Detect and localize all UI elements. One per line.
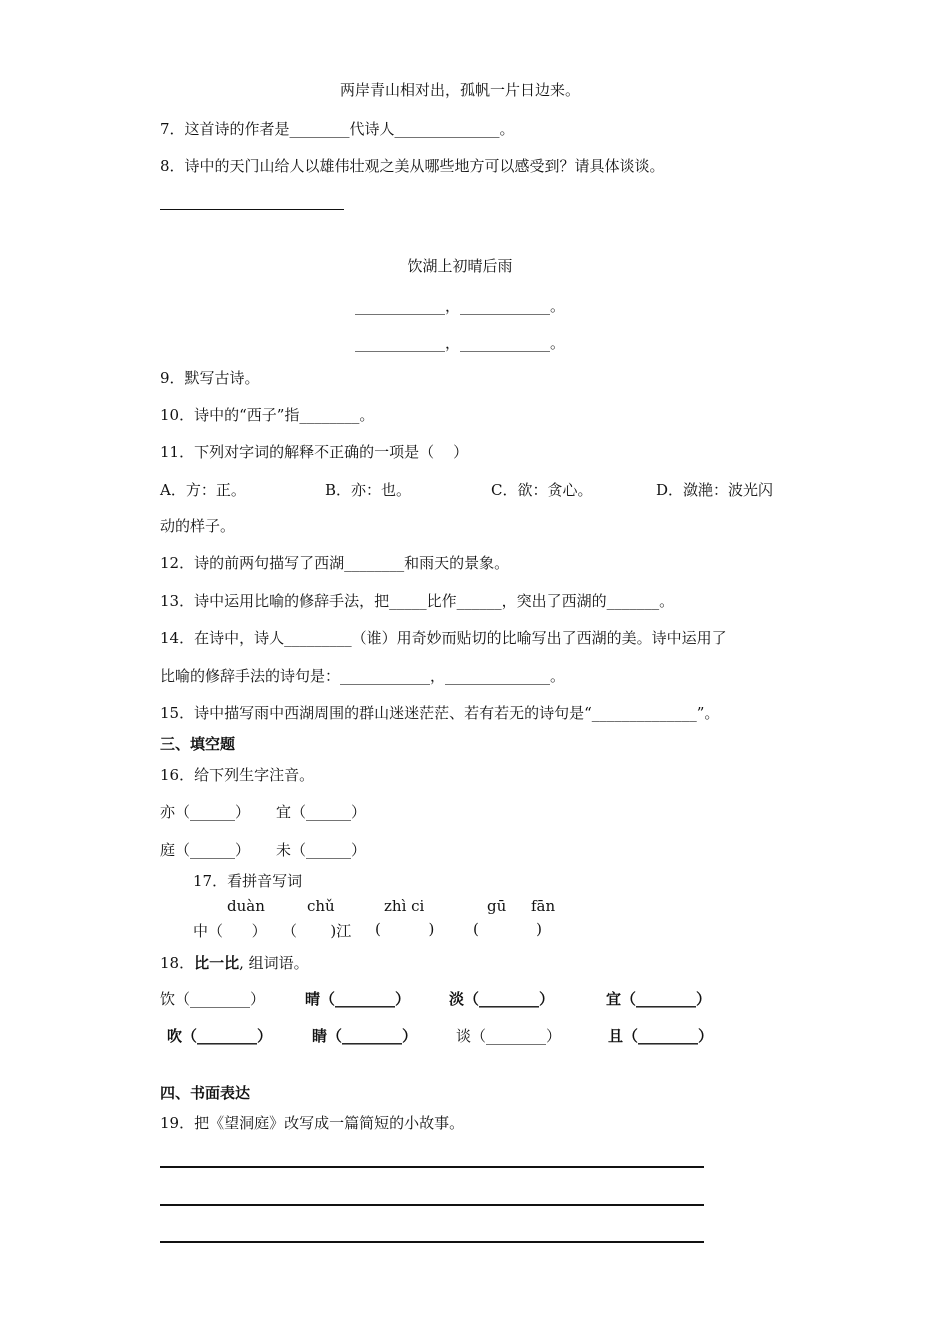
pinyin-1: duàn: [227, 897, 265, 915]
answer-line[interactable]: [160, 209, 344, 210]
question-19: 19．把《望洞庭》改写成一篇简短的小故事。: [160, 1114, 465, 1132]
poem-line: 两岸青山相对出，孤帆一片日边来。: [339, 81, 580, 99]
q18-word-3[interactable]: 淡（________）: [449, 990, 555, 1008]
question-10: 10．诗中的“西子”指________。: [160, 406, 375, 424]
question-15: 15．诗中描写雨中西湖周围的群山迷迷茫茫、若有若无的诗句是“______________”。: [160, 704, 720, 722]
poem-title: 饮湖上初晴后雨: [407, 257, 513, 275]
question-11: 11．下列对字词的解释不正确的一项是（ ）: [160, 443, 469, 461]
q18-number: 18．: [160, 954, 195, 972]
section-heading-3: 三、填空题: [160, 735, 236, 753]
q17-blank-4[interactable]: ( ): [473, 920, 542, 938]
writing-line-1[interactable]: [160, 1166, 704, 1168]
question-14-line-1: 14．在诗中，诗人_________（谁）用奇妙而贴切的比喻写出了西湖的美。诗中运用了: [160, 629, 727, 647]
q16-item-a[interactable]: 亦（______）: [160, 803, 251, 821]
q18-word-1[interactable]: 饮（________）: [160, 990, 266, 1008]
question-12: 12．诗的前两句描写了西湖________和雨天的景象。: [160, 554, 510, 572]
pinyin-2: chǔ: [307, 897, 335, 915]
q16-item-d[interactable]: 未（______）: [276, 841, 367, 859]
question-8: 8．诗中的天门山给人以雄伟壮观之美从哪些地方可以感受到？请具体谈谈。: [160, 157, 665, 175]
q17-blank-1[interactable]: 中（ ）: [193, 922, 267, 940]
q18-rest: , 组词语。: [239, 954, 309, 972]
pinyin-3: zhì ci: [384, 897, 425, 915]
pinyin-4: gū: [487, 897, 507, 915]
option-d[interactable]: D．潋滟：波光闪: [656, 481, 774, 499]
option-a[interactable]: A．方：正。: [160, 481, 246, 499]
q18-word-7[interactable]: 谈（________）: [456, 1027, 562, 1045]
question-14-line-2: 比喻的修辞手法的诗句是：____________，______________。: [160, 667, 566, 685]
option-c[interactable]: C．欲：贪心。: [491, 481, 593, 499]
q18-word-5[interactable]: 吹（________）: [167, 1027, 273, 1045]
option-d-continued: 动的样子。: [160, 517, 236, 535]
poem-blank-line-2[interactable]: ____________，____________。: [354, 334, 565, 352]
q17-blank-2[interactable]: （ )江: [282, 922, 352, 940]
writing-line-3[interactable]: [160, 1241, 704, 1243]
q16-item-b[interactable]: 宜（______）: [276, 803, 367, 821]
question-13: 13．诗中运用比喻的修辞手法，把_____比作______，突出了西湖的_______。: [160, 592, 675, 610]
question-7: 7．这首诗的作者是________代诗人______________。: [160, 120, 515, 138]
q18-word-4[interactable]: 宜（________）: [606, 990, 712, 1008]
q18-word-8[interactable]: 且（________）: [608, 1027, 714, 1045]
question-17: 17．看拼音写词: [193, 872, 303, 890]
q17-blank-3[interactable]: ( ): [375, 920, 435, 938]
question-9: 9．默写古诗。: [160, 369, 260, 387]
q18-word-6[interactable]: 睛（________）: [312, 1027, 418, 1045]
section-heading-4: 四、书面表达: [160, 1084, 251, 1102]
q16-item-c[interactable]: 庭（______）: [160, 841, 251, 859]
writing-line-2[interactable]: [160, 1204, 704, 1206]
q18-word-2[interactable]: 晴（________）: [305, 990, 411, 1008]
option-b[interactable]: B．亦：也。: [325, 481, 412, 499]
pinyin-5: fān: [531, 897, 556, 915]
question-16: 16．给下列生字注音。: [160, 766, 315, 784]
q18-bold-label: 比一比: [194, 954, 240, 972]
poem-blank-line-1[interactable]: ____________，____________。: [354, 297, 565, 315]
question-18: [160, 953, 309, 973]
